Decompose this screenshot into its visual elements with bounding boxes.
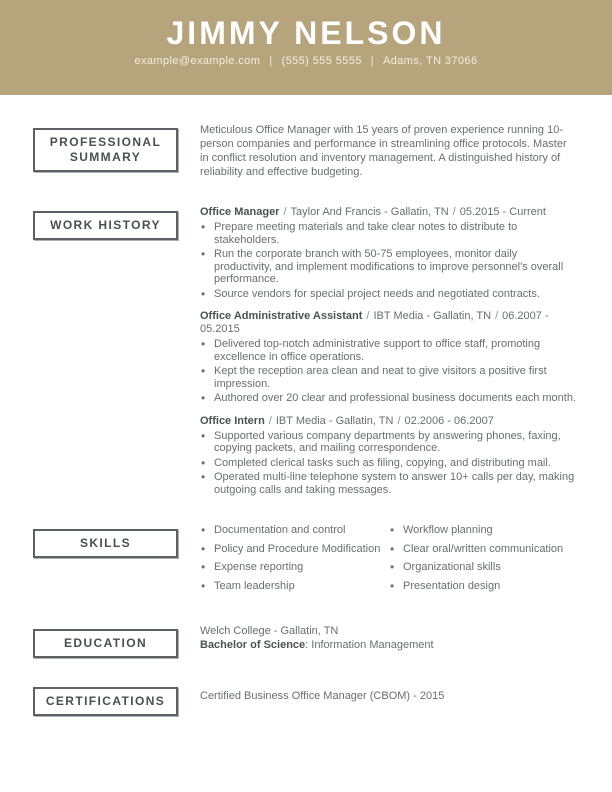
education-section-label: EDUCATION — [33, 629, 178, 658]
work-history-section-label: WORK HISTORY — [33, 211, 178, 240]
skills-label-column — [33, 524, 178, 558]
job-entry — [200, 206, 578, 300]
job-company: IBT Media - Gallatin, TN — [373, 310, 492, 322]
skill-item: • Presentation design — [389, 580, 578, 594]
education-school: Welch College - Gallatin, TN — [200, 625, 339, 637]
summary-content — [200, 123, 578, 179]
certifications-section-label: CERTIFICATIONS — [33, 687, 178, 716]
job-bullet: • Prepare meeting materials and take clear notes to distribute to stakeholders. — [200, 221, 578, 246]
education-degree-detail: : Information Management — [305, 639, 434, 651]
contact-line — [0, 55, 612, 67]
contact-separator: | — [269, 55, 273, 67]
skills-content — [200, 524, 578, 598]
section-skills — [33, 524, 582, 598]
job-entry — [200, 415, 578, 497]
job-bullet-list — [200, 221, 578, 300]
work-history-label-column — [33, 206, 178, 240]
skill-item: • Clear oral/written communication — [389, 543, 578, 557]
job-separator: / — [283, 206, 287, 218]
job-bullet: • Completed clerical tasks such as filing, copying, and distributing mail. — [200, 457, 578, 470]
skills-columns — [200, 524, 578, 598]
skills-column-1 — [200, 524, 389, 598]
job-heading — [200, 310, 578, 336]
education-degree-line — [200, 638, 578, 652]
skills-column-2 — [389, 524, 578, 598]
skill-item: • Expense reporting — [200, 561, 389, 575]
job-company: Taylor And Francis - Gallatin, TN — [290, 206, 449, 218]
contact-location: Adams, TN 37066 — [383, 55, 478, 67]
job-company: IBT Media - Gallatin, TN — [275, 414, 394, 427]
job-bullet-list — [200, 338, 578, 405]
job-separator: / — [495, 310, 499, 322]
job-heading — [200, 415, 578, 428]
summary-label-column — [33, 123, 178, 172]
contact-separator: | — [370, 55, 375, 67]
education-content — [200, 624, 578, 652]
job-heading — [200, 206, 578, 219]
job-title: Office Administrative Assistant — [200, 310, 363, 322]
job-bullet-list — [200, 430, 578, 497]
job-separator: / — [397, 414, 401, 427]
education-label-column — [33, 624, 178, 658]
candidate-name: JIMMY NELSON — [166, 15, 446, 51]
education-degree: Bachelor of Science — [200, 639, 306, 651]
job-bullet: • Delivered top-notch administrative support to office staff, promoting excellence in office operations. — [200, 338, 578, 363]
skill-item: • Workflow planning — [389, 524, 578, 538]
job-separator: / — [268, 414, 272, 427]
job-title: Office Manager — [200, 206, 280, 218]
certifications-content — [200, 682, 578, 703]
job-dates: 06.2007 - 05.2015 — [200, 310, 549, 335]
skills-section-label: SKILLS — [33, 529, 178, 558]
certification-item: Certified Business Office Manager (CBOM) - 2015 — [200, 690, 445, 702]
job-dates: 05.2015 - Current — [459, 206, 546, 218]
contact-phone: (555) 555 5555 — [281, 55, 362, 67]
section-education — [33, 624, 582, 658]
contact-email: example@example.com — [134, 55, 261, 67]
summary-text: Meticulous Office Manager with 15 years of proven experience running 10-person companies and performance in streamlining office protocols. Master in conflict resolution and inventory management. A distinguished history of reliability and effective budgeting. — [200, 124, 567, 178]
section-professional-summary — [33, 123, 582, 179]
job-separator: / — [366, 310, 370, 322]
job-bullet: • Authored over 20 clear and professional business documents each month. — [200, 392, 578, 405]
header-band — [0, 0, 612, 95]
skill-item: • Team leadership — [200, 580, 389, 594]
summary-section-label: PROFESSIONAL SUMMARY — [33, 128, 178, 172]
job-bullet: • Operated multi-line telephone system to answer 10+ calls per day, making outgoing calls and taking messages. — [200, 471, 578, 496]
section-work-history — [33, 206, 582, 498]
job-bullet: • Run the corporate branch with 50-75 employees, monitor daily productivity, and implement modifications to improve personnel's overall performance. — [200, 248, 578, 286]
section-certifications — [33, 682, 582, 716]
job-bullet: • Supported various company departments by answering phones, faxing, copying packets, and mailing correspondence. — [200, 430, 578, 455]
job-bullet: • Kept the reception area clean and neat to give visitors a positive first impression. — [200, 365, 578, 390]
skill-item: • Policy and Procedure Modification — [200, 543, 389, 557]
certifications-label-column — [33, 682, 178, 716]
job-separator: / — [452, 206, 456, 218]
skill-item: • Organizational skills — [389, 561, 578, 575]
work-history-content — [200, 206, 578, 498]
job-title: Office Intern — [200, 414, 265, 427]
job-bullet: • Source vendors for special project needs and negotiated contracts. — [200, 288, 578, 301]
job-entry — [200, 310, 578, 405]
job-dates: 02.2006 - 06.2007 — [404, 414, 494, 427]
resume-body — [0, 95, 612, 716]
skill-item: • Documentation and control — [200, 524, 389, 538]
